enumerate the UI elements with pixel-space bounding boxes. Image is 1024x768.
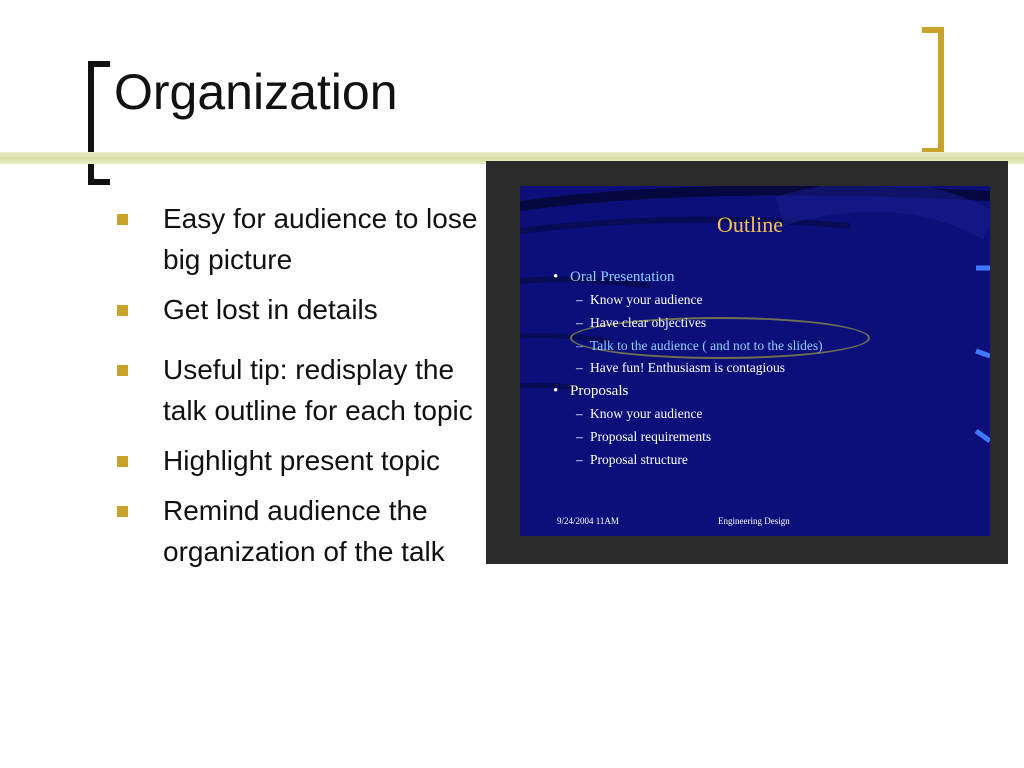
outline-footer-date: 9/24/2004 11AM [557,516,619,526]
bullet-item: Remind audience the organization of the talk [112,490,487,572]
outline-item: – Have fun! Enthusiasm is contagious [576,360,785,376]
outline-section: • Oral Presentation [553,269,675,285]
bullet-item: Get lost in details [112,289,487,330]
bullet-square-icon [117,456,128,467]
outline-item: – Proposal structure [576,451,688,467]
bullet-list [112,198,487,581]
bullet-square-icon [117,365,128,376]
right-bracket [922,27,944,154]
outline-item-highlighted: – Talk to the audience ( and not to the slides) [576,337,823,353]
bullet-square-icon [117,506,128,517]
outline-section: • Proposals [553,383,629,400]
outline-item: – Have clear objectives [576,314,707,330]
outline-footer-course: Engineering Design [718,516,790,526]
outline-item: – Proposal requirements [576,428,712,444]
outline-title: Outline [717,212,783,237]
bullet-square-icon [117,305,128,316]
bullet-square-icon [117,214,128,225]
bullet-item: Useful tip: redisplay the talk outline for each topic [112,349,487,431]
bullet-item: Easy for audience to lose big picture [112,198,487,280]
slide-title: Organization [114,64,398,120]
outline-screenshot [520,186,990,536]
bullet-item: Highlight present topic [112,440,487,481]
outline-list [550,266,823,472]
outline-screenshot-frame [486,161,1008,564]
outline-item: – Know your audience [576,406,703,422]
outline-item: – Know your audience [576,292,703,307]
left-bracket [88,61,110,185]
